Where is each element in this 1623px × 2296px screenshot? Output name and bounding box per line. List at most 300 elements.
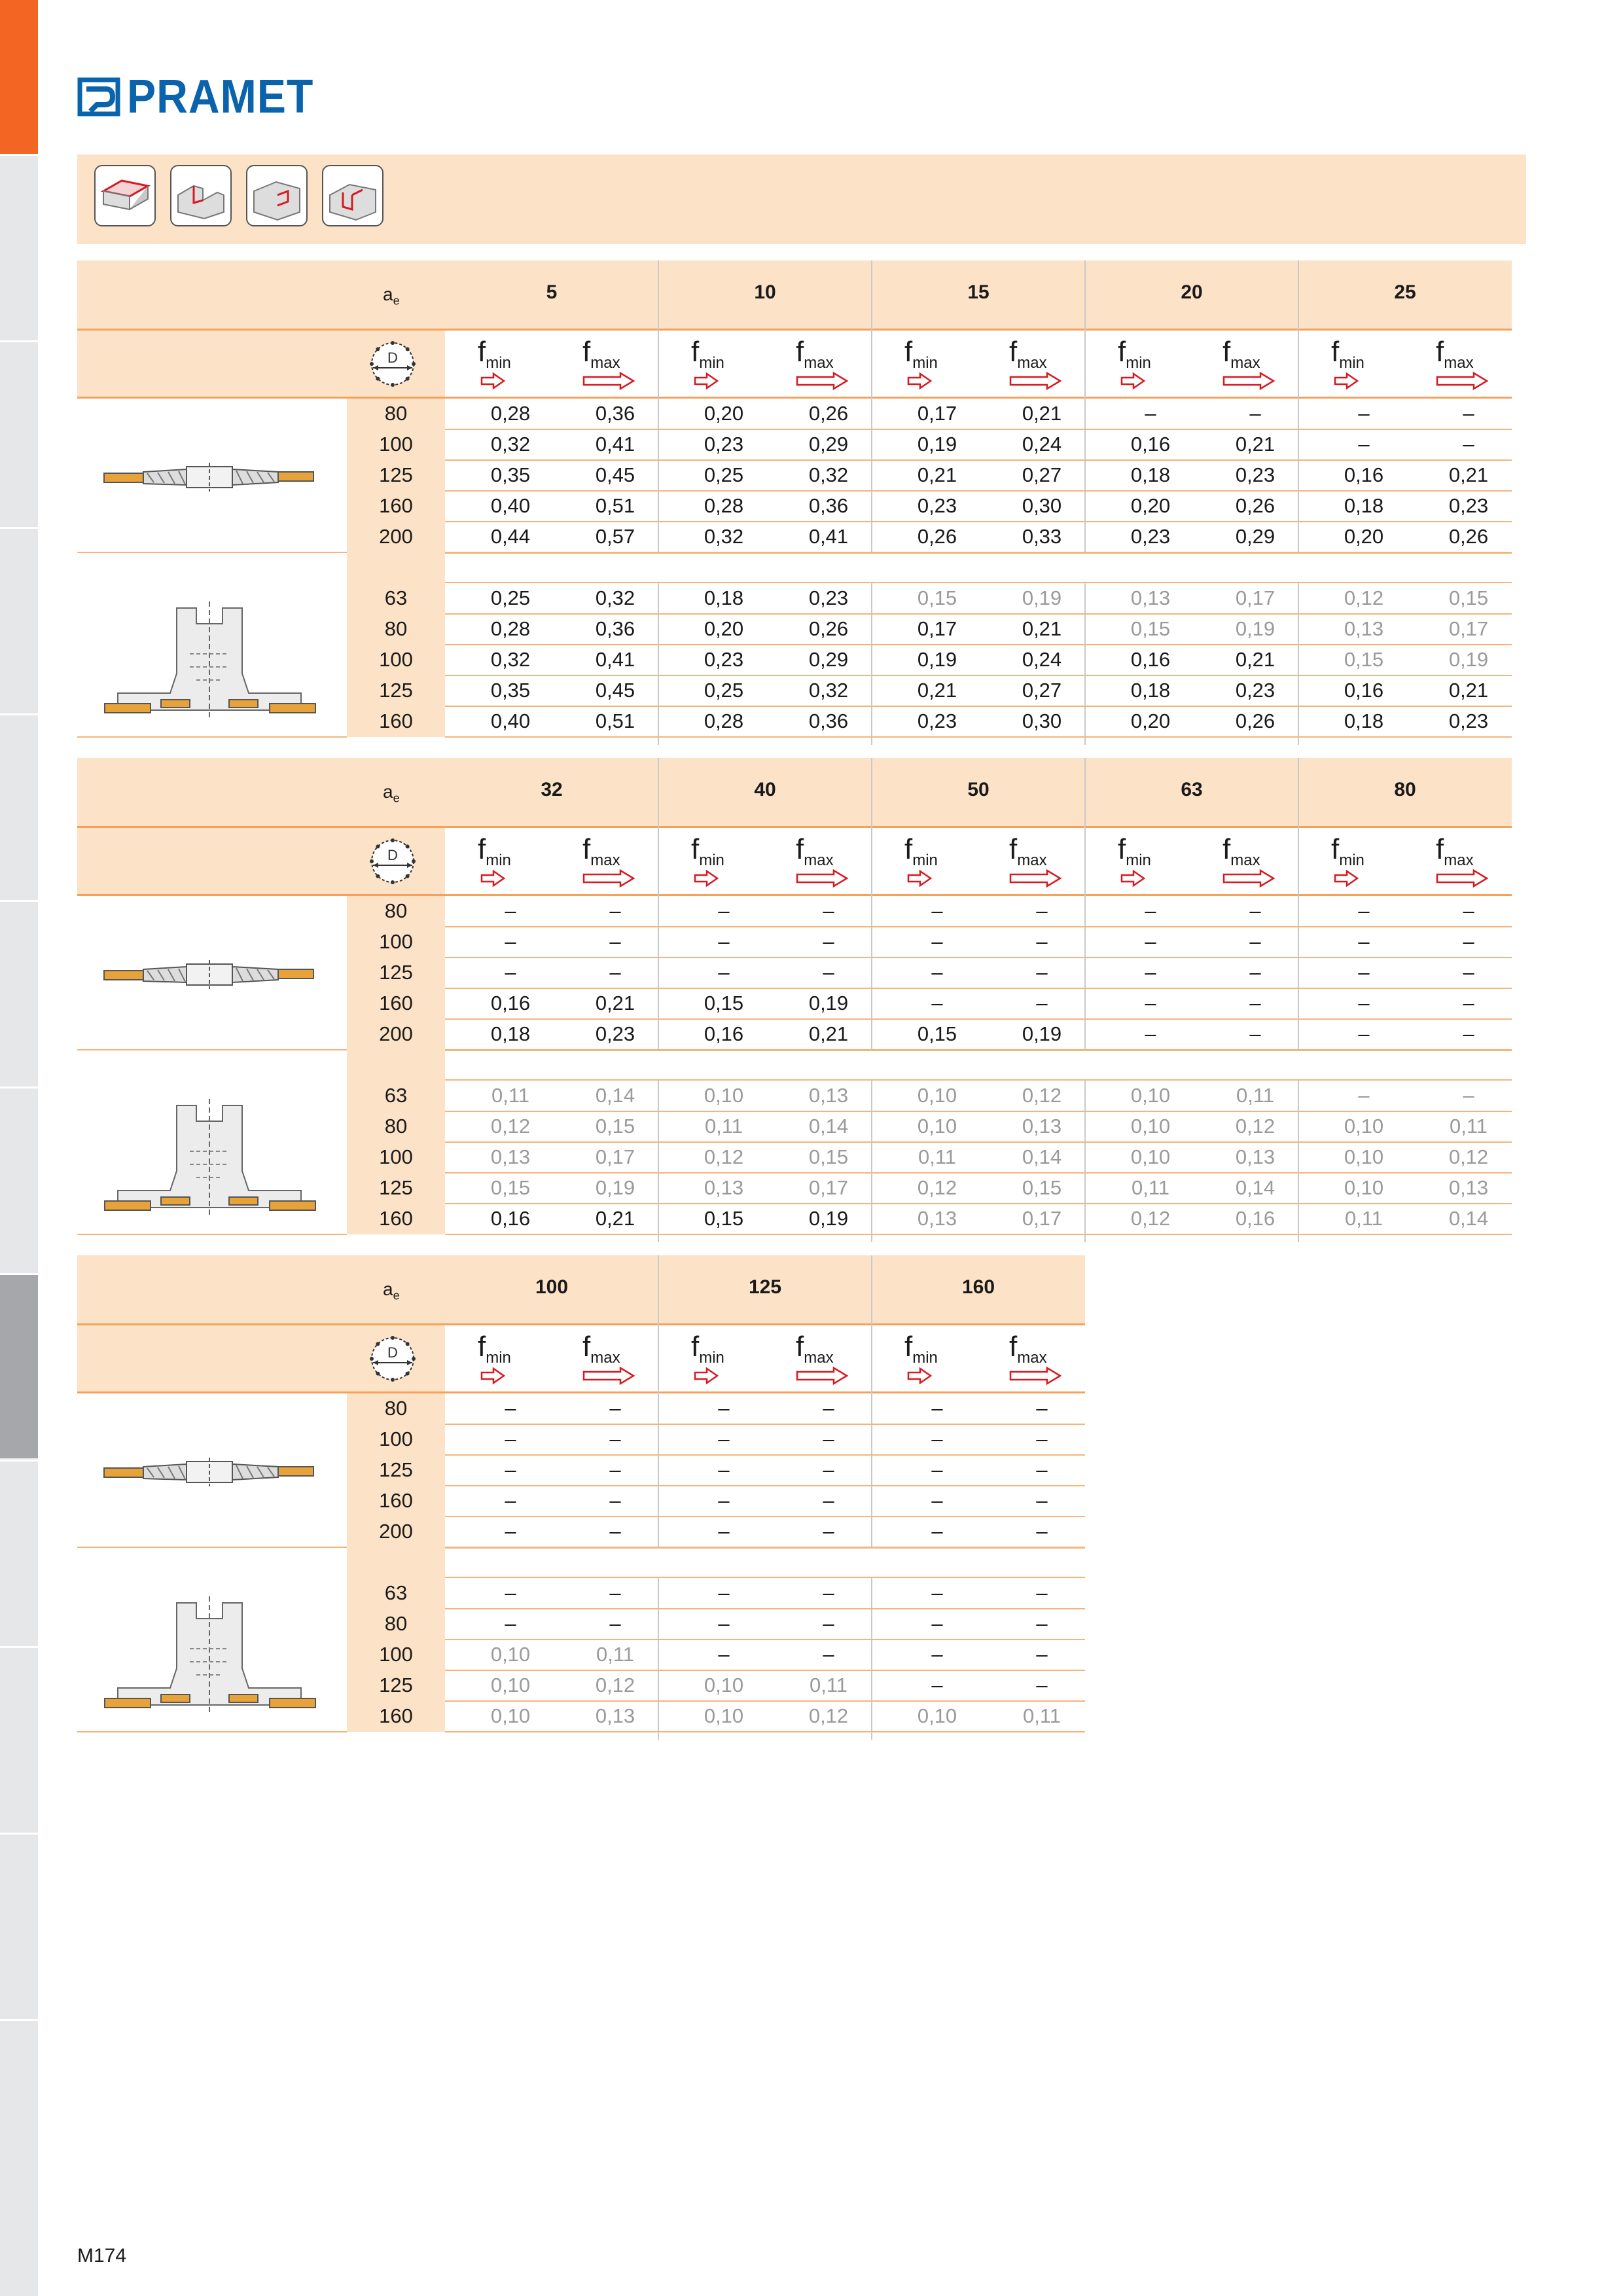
feed-value-cell: –	[823, 1397, 834, 1420]
feed-value-cell: –	[1463, 402, 1474, 425]
feed-value-cell: 0,26	[1448, 525, 1489, 548]
shell-mill-picture	[98, 595, 321, 729]
feed-letter: f	[478, 1331, 486, 1363]
feed-value-cell: 0,25	[704, 463, 744, 486]
feed-value-cell: 0,51	[595, 494, 635, 517]
feed-value-cell: 0,18	[1130, 679, 1171, 702]
feed-value-cell: –	[1036, 1674, 1048, 1696]
feed-value-cell: 0,18	[1344, 709, 1384, 732]
feed-value-cell: 0,10	[1130, 1084, 1171, 1107]
feed-letter: f	[1118, 336, 1126, 368]
group-rule	[77, 1547, 347, 1548]
feed-value-cell: 0,10	[917, 1115, 957, 1138]
feed-arrow	[796, 869, 848, 891]
feed-value-cell: –	[718, 1581, 730, 1604]
feed-value-cell: 0,26	[808, 402, 849, 425]
feed-value-cell: –	[609, 1612, 621, 1635]
feed-value-cell: –	[1036, 930, 1048, 953]
feed-min-arrow-icon	[480, 1367, 505, 1385]
feed-arrow	[1120, 372, 1145, 393]
diameter-cell: 100	[347, 927, 445, 958]
feed-value-cell: 0,28	[704, 709, 744, 732]
ae-value-header: 125	[748, 1276, 782, 1298]
feed-subscript: max	[1017, 851, 1047, 869]
diameter-cell: 100	[347, 1424, 445, 1455]
feed-value-cell: 0,10	[704, 1674, 744, 1696]
feed-arrow	[582, 1367, 635, 1388]
feed-value-cell: –	[931, 1397, 943, 1420]
feed-max-arrow-icon	[1436, 869, 1488, 888]
ae-value-header: 40	[754, 779, 776, 800]
feed-value-cell: 0,14	[1235, 1176, 1275, 1199]
ae-letter: a	[383, 1279, 393, 1299]
feed-value-cell: 0,51	[595, 709, 635, 732]
feed-value-cell: –	[931, 961, 943, 984]
ae-label	[383, 1279, 400, 1303]
feed-value-cell: 0,23	[808, 586, 849, 609]
feed-subscript: min	[1339, 353, 1364, 372]
feed-value-cell: –	[931, 1520, 943, 1543]
feed-max-arrow-icon	[1009, 1367, 1061, 1385]
feed-max-arrow-icon	[582, 372, 635, 390]
feed-letter: f	[582, 1331, 591, 1363]
diameter-cell: 80	[347, 896, 445, 927]
feed-value-cell: 0,19	[1022, 1022, 1062, 1045]
feed-value-cell: 0,13	[808, 1084, 849, 1107]
feed-value-cell: 0,21	[917, 463, 957, 486]
ae-subscript: e	[393, 1289, 400, 1302]
feed-value-cell: –	[1463, 961, 1474, 984]
feed-value-cell: 0,15	[704, 992, 744, 1014]
feed-value-cell: –	[823, 1427, 834, 1450]
feed-arrow	[1009, 372, 1061, 393]
cutter-diameter-icon	[366, 338, 419, 390]
feed-value-cell: 0,10	[490, 1674, 531, 1696]
feed-value-cell: –	[1249, 899, 1261, 922]
ae-label	[383, 781, 400, 806]
feed-max-arrow-icon	[1009, 869, 1061, 888]
feed-value-cell: 0,19	[917, 648, 957, 671]
diameter-cell: 80	[347, 399, 445, 429]
feed-value-cell: –	[1463, 1084, 1474, 1107]
feed-value-cell: –	[1036, 1397, 1048, 1420]
feed-value-cell: –	[1249, 961, 1261, 984]
diameter-cell: 63	[347, 1578, 445, 1609]
feed-max-arrow-icon	[796, 372, 848, 390]
feed-value-cell: –	[931, 1489, 943, 1512]
feed-value-cell: 0,23	[595, 1022, 635, 1045]
feed-value-cell: 0,35	[490, 463, 531, 486]
feed-value-cell: –	[718, 930, 730, 953]
feed-value-cell: 0,10	[1130, 1145, 1171, 1168]
feed-value-cell: –	[1036, 1427, 1048, 1450]
disc-cutter-icon	[101, 456, 317, 495]
feed-value-cell: –	[1463, 992, 1474, 1014]
feed-letter: f	[1009, 833, 1018, 865]
feed-subscript: max	[804, 353, 834, 372]
feed-arrow	[694, 372, 719, 393]
feed-value-cell: –	[609, 1581, 621, 1604]
svg-text:D: D	[387, 350, 398, 366]
feed-value-cell: 0,40	[490, 494, 531, 517]
feed-value-cell: 0,20	[1130, 709, 1171, 732]
feed-subscript: max	[1444, 353, 1474, 372]
shell-mill-picture	[98, 1092, 321, 1227]
feed-value-cell: –	[1249, 930, 1261, 953]
feed-value-cell: 0,13	[1448, 1176, 1489, 1199]
feed-value-cell: –	[1463, 433, 1474, 456]
feed-value-cell: 0,21	[595, 992, 635, 1014]
ae-value-header: 32	[541, 779, 563, 800]
feed-value-cell: –	[1358, 433, 1370, 456]
feed-value-cell: –	[505, 1520, 516, 1543]
feed-value-cell: –	[505, 1489, 516, 1512]
feed-letter: f	[1331, 336, 1340, 368]
diameter-cell: 160	[347, 1486, 445, 1516]
disc-cutter-picture	[101, 1451, 317, 1494]
ae-letter: a	[383, 781, 393, 802]
page-number: M174	[77, 2245, 127, 2267]
feed-value-cell: 0,21	[1235, 648, 1275, 671]
feed-subscript: min	[912, 851, 938, 869]
feed-value-cell: 0,30	[1022, 494, 1062, 517]
feed-arrow	[1009, 869, 1061, 891]
feed-value-cell: 0,45	[595, 679, 635, 702]
diameter-cell: 80	[347, 614, 445, 645]
feed-arrow	[1436, 869, 1488, 891]
ae-value-header: 160	[961, 1276, 995, 1298]
feed-value-cell: 0,24	[1022, 433, 1062, 456]
feed-value-cell: 0,15	[1022, 1176, 1062, 1199]
feed-value-cell: 0,13	[1130, 586, 1171, 609]
feed-value-cell: 0,35	[490, 679, 531, 702]
feed-value-cell: –	[1145, 930, 1156, 953]
feed-value-cell: –	[505, 1427, 516, 1450]
diameter-header	[366, 338, 419, 393]
diameter-cell: 160	[347, 988, 445, 1019]
feed-arrow	[480, 1367, 505, 1388]
ae-value-header: 63	[1181, 779, 1203, 800]
feed-subscript: max	[1017, 1348, 1047, 1367]
feed-value-cell: 0,15	[490, 1176, 531, 1199]
feed-value-cell: 0,23	[1448, 494, 1489, 517]
feed-subscript: min	[1339, 851, 1364, 869]
feed-value-cell: 0,25	[704, 679, 744, 702]
diameter-cell: 80	[347, 1609, 445, 1640]
diameter-cell: 125	[347, 1670, 445, 1701]
diameter-cell: 160	[347, 491, 445, 522]
feed-value-cell: –	[823, 1581, 834, 1604]
feed-letter: f	[1009, 336, 1018, 368]
feed-value-cell: 0,12	[1130, 1207, 1171, 1230]
diameter-cell: 63	[347, 583, 445, 614]
feed-value-cell: 0,10	[704, 1704, 744, 1727]
feed-value-cell: 0,29	[808, 648, 849, 671]
feed-value-cell: 0,10	[490, 1704, 531, 1727]
diameter-cell: 125	[347, 460, 445, 491]
diameter-cell: 80	[347, 1393, 445, 1424]
feed-value-cell: 0,45	[595, 463, 635, 486]
feed-subscript: min	[486, 1348, 511, 1367]
feed-subscript: min	[912, 353, 938, 372]
feed-arrow	[1222, 372, 1275, 393]
feed-value-cell: 0,13	[595, 1704, 635, 1727]
feed-letter: f	[1009, 1331, 1018, 1363]
feed-value-cell: –	[505, 899, 516, 922]
feed-value-cell: 0,26	[917, 525, 957, 548]
diameter-cell: 125	[347, 1173, 445, 1204]
feed-letter: f	[796, 833, 804, 865]
feed-value-cell: 0,36	[808, 494, 849, 517]
feed-arrow	[907, 869, 932, 891]
feed-value-cell: –	[1036, 1643, 1048, 1666]
feed-value-cell: 0,27	[1022, 679, 1062, 702]
group-rule	[77, 1049, 347, 1050]
feed-value-cell: –	[609, 930, 621, 953]
diameter-cell: 125	[347, 675, 445, 706]
feed-subscript: min	[699, 1348, 724, 1367]
feed-value-cell: 0,57	[595, 525, 635, 548]
feed-value-cell: –	[931, 1674, 943, 1696]
feed-value-cell: 0,10	[1344, 1176, 1384, 1199]
feed-letter: f	[691, 336, 700, 368]
feed-value-cell: –	[609, 1489, 621, 1512]
feed-value-cell: 0,32	[808, 679, 849, 702]
group-separator-cell	[347, 1547, 445, 1578]
shoulder-milling-icon	[170, 165, 232, 226]
group-separator	[347, 1547, 1085, 1578]
feed-value-cell: –	[823, 899, 834, 922]
feed-value-cell: 0,11	[1344, 1207, 1383, 1230]
feed-arrow	[1009, 1367, 1061, 1388]
diameter-cell: 125	[347, 958, 445, 988]
ae-letter: a	[383, 284, 393, 304]
feed-min-arrow-icon	[694, 869, 719, 888]
feed-subscript: min	[912, 1348, 938, 1367]
feed-value-cell: –	[1358, 992, 1370, 1014]
feed-value-cell: 0,12	[595, 1674, 635, 1696]
feed-value-cell: 0,30	[1022, 709, 1062, 732]
column-divider	[1298, 758, 1299, 1242]
feed-value-cell: 0,20	[704, 617, 744, 640]
section-tab	[0, 1833, 38, 2018]
group-separator	[347, 1050, 1512, 1081]
feed-value-cell: 0,20	[1130, 494, 1171, 517]
feed-value-cell: 0,19	[808, 992, 849, 1014]
svg-text:D: D	[387, 1344, 398, 1361]
feed-value-cell: –	[931, 1643, 943, 1666]
feed-value-cell: –	[1036, 1520, 1048, 1543]
column-divider	[871, 1255, 872, 1740]
feed-subscript: max	[590, 353, 620, 372]
feed-value-cell: 0,12	[704, 1145, 744, 1168]
feed-arrow	[1222, 869, 1275, 891]
feed-max-arrow-icon	[582, 1367, 635, 1385]
feed-value-cell: 0,17	[808, 1176, 849, 1199]
feed-value-cell: –	[931, 899, 943, 922]
ae-value-header: 100	[535, 1276, 569, 1298]
feed-value-cell: 0,41	[595, 433, 635, 456]
feed-value-cell: 0,21	[1022, 617, 1062, 640]
feed-letter: f	[904, 833, 913, 865]
feed-max-arrow-icon	[1222, 372, 1275, 390]
feed-value-cell: 0,16	[490, 1207, 531, 1230]
feed-value-cell: –	[609, 1520, 621, 1543]
feed-value-cell: –	[609, 1458, 621, 1481]
feed-value-cell: –	[1036, 1612, 1048, 1635]
cutter-diameter-icon	[366, 1333, 419, 1385]
feed-value-cell: 0,41	[808, 525, 849, 548]
feed-value-cell: –	[1145, 992, 1156, 1014]
feed-value-cell: –	[931, 1458, 943, 1481]
feed-arrow	[480, 869, 505, 891]
ae-label	[383, 284, 400, 308]
feed-max-arrow-icon	[1436, 372, 1488, 390]
feed-value-cell: –	[1145, 961, 1156, 984]
feed-value-cell: 0,18	[1130, 463, 1171, 486]
disc-cutter-icon	[101, 1451, 317, 1490]
feed-value-cell: –	[1463, 899, 1474, 922]
feed-value-cell: 0,26	[1235, 494, 1275, 517]
feed-value-cell: –	[718, 1612, 730, 1635]
feed-value-cell: –	[718, 1489, 730, 1512]
feed-min-arrow-icon	[907, 372, 932, 390]
feed-value-cell: –	[505, 1581, 516, 1604]
feed-value-cell: 0,17	[917, 402, 957, 425]
feed-value-cell: 0,11	[1131, 1176, 1170, 1199]
feed-value-cell: 0,12	[1235, 1115, 1275, 1138]
feed-value-cell: 0,21	[1235, 433, 1275, 456]
feed-value-cell: 0,21	[1022, 402, 1062, 425]
ae-subscript: e	[393, 294, 400, 308]
cutting-data-table	[0, 1255, 1623, 1753]
feed-value-cell: –	[718, 1397, 730, 1420]
operation-types-bar	[77, 154, 1526, 244]
feed-value-cell: 0,10	[917, 1084, 957, 1107]
feed-value-cell: –	[609, 1427, 621, 1450]
feed-letter: f	[478, 833, 486, 865]
feed-value-cell: 0,21	[1448, 679, 1489, 702]
feed-value-cell: 0,36	[595, 617, 635, 640]
feed-value-cell: 0,32	[704, 525, 744, 548]
section-tab-active	[0, 0, 38, 154]
feed-arrow	[582, 869, 635, 891]
feed-value-cell: 0,33	[1022, 525, 1062, 548]
feed-value-cell: 0,16	[490, 992, 531, 1014]
feed-value-cell: 0,23	[1448, 709, 1489, 732]
feed-value-cell: 0,15	[917, 586, 957, 609]
diameter-header	[366, 835, 419, 891]
feed-value-cell: 0,18	[704, 586, 744, 609]
brand-name: PRAMET	[127, 71, 314, 123]
row-rule	[445, 1234, 1512, 1235]
feed-value-cell: –	[505, 1612, 516, 1635]
feed-value-cell: 0,18	[1344, 494, 1384, 517]
feed-value-cell: 0,11	[918, 1145, 957, 1168]
feed-value-cell: 0,17	[595, 1145, 635, 1168]
feed-value-cell: –	[931, 1427, 943, 1450]
feed-min-arrow-icon	[1120, 869, 1145, 888]
feed-value-cell: 0,13	[490, 1145, 531, 1168]
feed-value-cell: 0,13	[1344, 617, 1384, 640]
feed-value-cell: 0,11	[704, 1115, 743, 1138]
feed-value-cell: 0,28	[490, 402, 531, 425]
feed-value-cell: 0,23	[704, 433, 744, 456]
feed-letter: f	[1222, 833, 1231, 865]
shell-mill-icon	[98, 595, 321, 726]
feed-value-cell: 0,19	[1235, 617, 1275, 640]
cutter-diameter-icon	[366, 835, 419, 888]
diameter-cell: 160	[347, 1701, 445, 1732]
feed-letter: f	[582, 336, 591, 368]
shell-mill-icon	[98, 1092, 321, 1223]
feed-value-cell: 0,16	[1344, 679, 1384, 702]
feed-value-cell: –	[823, 961, 834, 984]
feed-value-cell: –	[718, 1458, 730, 1481]
feed-value-cell: –	[823, 1643, 834, 1666]
step-milling-icon	[246, 165, 308, 226]
feed-max-arrow-icon	[796, 869, 848, 888]
feed-value-cell: –	[609, 899, 621, 922]
feed-value-cell: –	[718, 899, 730, 922]
feed-max-arrow-icon	[1009, 372, 1061, 390]
feed-subscript: min	[1126, 851, 1151, 869]
feed-value-cell: 0,13	[917, 1207, 957, 1230]
feed-min-arrow-icon	[1120, 372, 1145, 390]
ae-value-header: 50	[967, 779, 990, 800]
feed-value-cell: 0,32	[490, 433, 531, 456]
feed-value-cell: 0,18	[490, 1022, 531, 1045]
column-divider	[871, 758, 872, 1242]
feed-min-arrow-icon	[907, 869, 932, 888]
feed-value-cell: 0,10	[917, 1704, 957, 1727]
ae-value-header: 25	[1394, 281, 1416, 303]
group-separator	[347, 552, 1512, 583]
feed-value-cell: –	[823, 930, 834, 953]
feed-min-arrow-icon	[1334, 869, 1359, 888]
disc-cutter-picture	[101, 954, 317, 996]
feed-value-cell: 0,36	[595, 402, 635, 425]
ae-value-header: 10	[754, 281, 776, 303]
feed-value-cell: 0,15	[1344, 648, 1384, 671]
feed-value-cell: 0,15	[1130, 617, 1171, 640]
feed-value-cell: –	[1249, 402, 1261, 425]
feed-value-cell: 0,19	[917, 433, 957, 456]
feed-value-cell: –	[823, 1612, 834, 1635]
feed-value-cell: 0,11	[809, 1674, 848, 1696]
feed-value-cell: –	[718, 961, 730, 984]
feed-value-cell: 0,19	[1448, 648, 1489, 671]
feed-value-cell: 0,21	[1448, 463, 1489, 486]
feed-value-cell: 0,21	[808, 1022, 849, 1045]
column-divider	[1298, 260, 1299, 745]
feed-value-cell: –	[823, 1489, 834, 1512]
feed-arrow	[1436, 372, 1488, 393]
disc-cutter-picture	[101, 456, 317, 499]
brand-logo	[77, 71, 330, 123]
feed-subscript: max	[1017, 353, 1047, 372]
feed-value-cell: –	[1145, 899, 1156, 922]
diameter-cell: 63	[347, 1081, 445, 1111]
feed-letter: f	[691, 833, 700, 865]
diameter-cell: 100	[347, 1640, 445, 1670]
feed-arrow	[796, 1367, 848, 1388]
feed-value-cell: 0,12	[1448, 1145, 1489, 1168]
feed-value-cell: 0,14	[808, 1115, 849, 1138]
feed-value-cell: 0,10	[1344, 1145, 1384, 1168]
feed-value-cell: 0,28	[490, 617, 531, 640]
feed-value-cell: 0,11	[1236, 1084, 1275, 1107]
